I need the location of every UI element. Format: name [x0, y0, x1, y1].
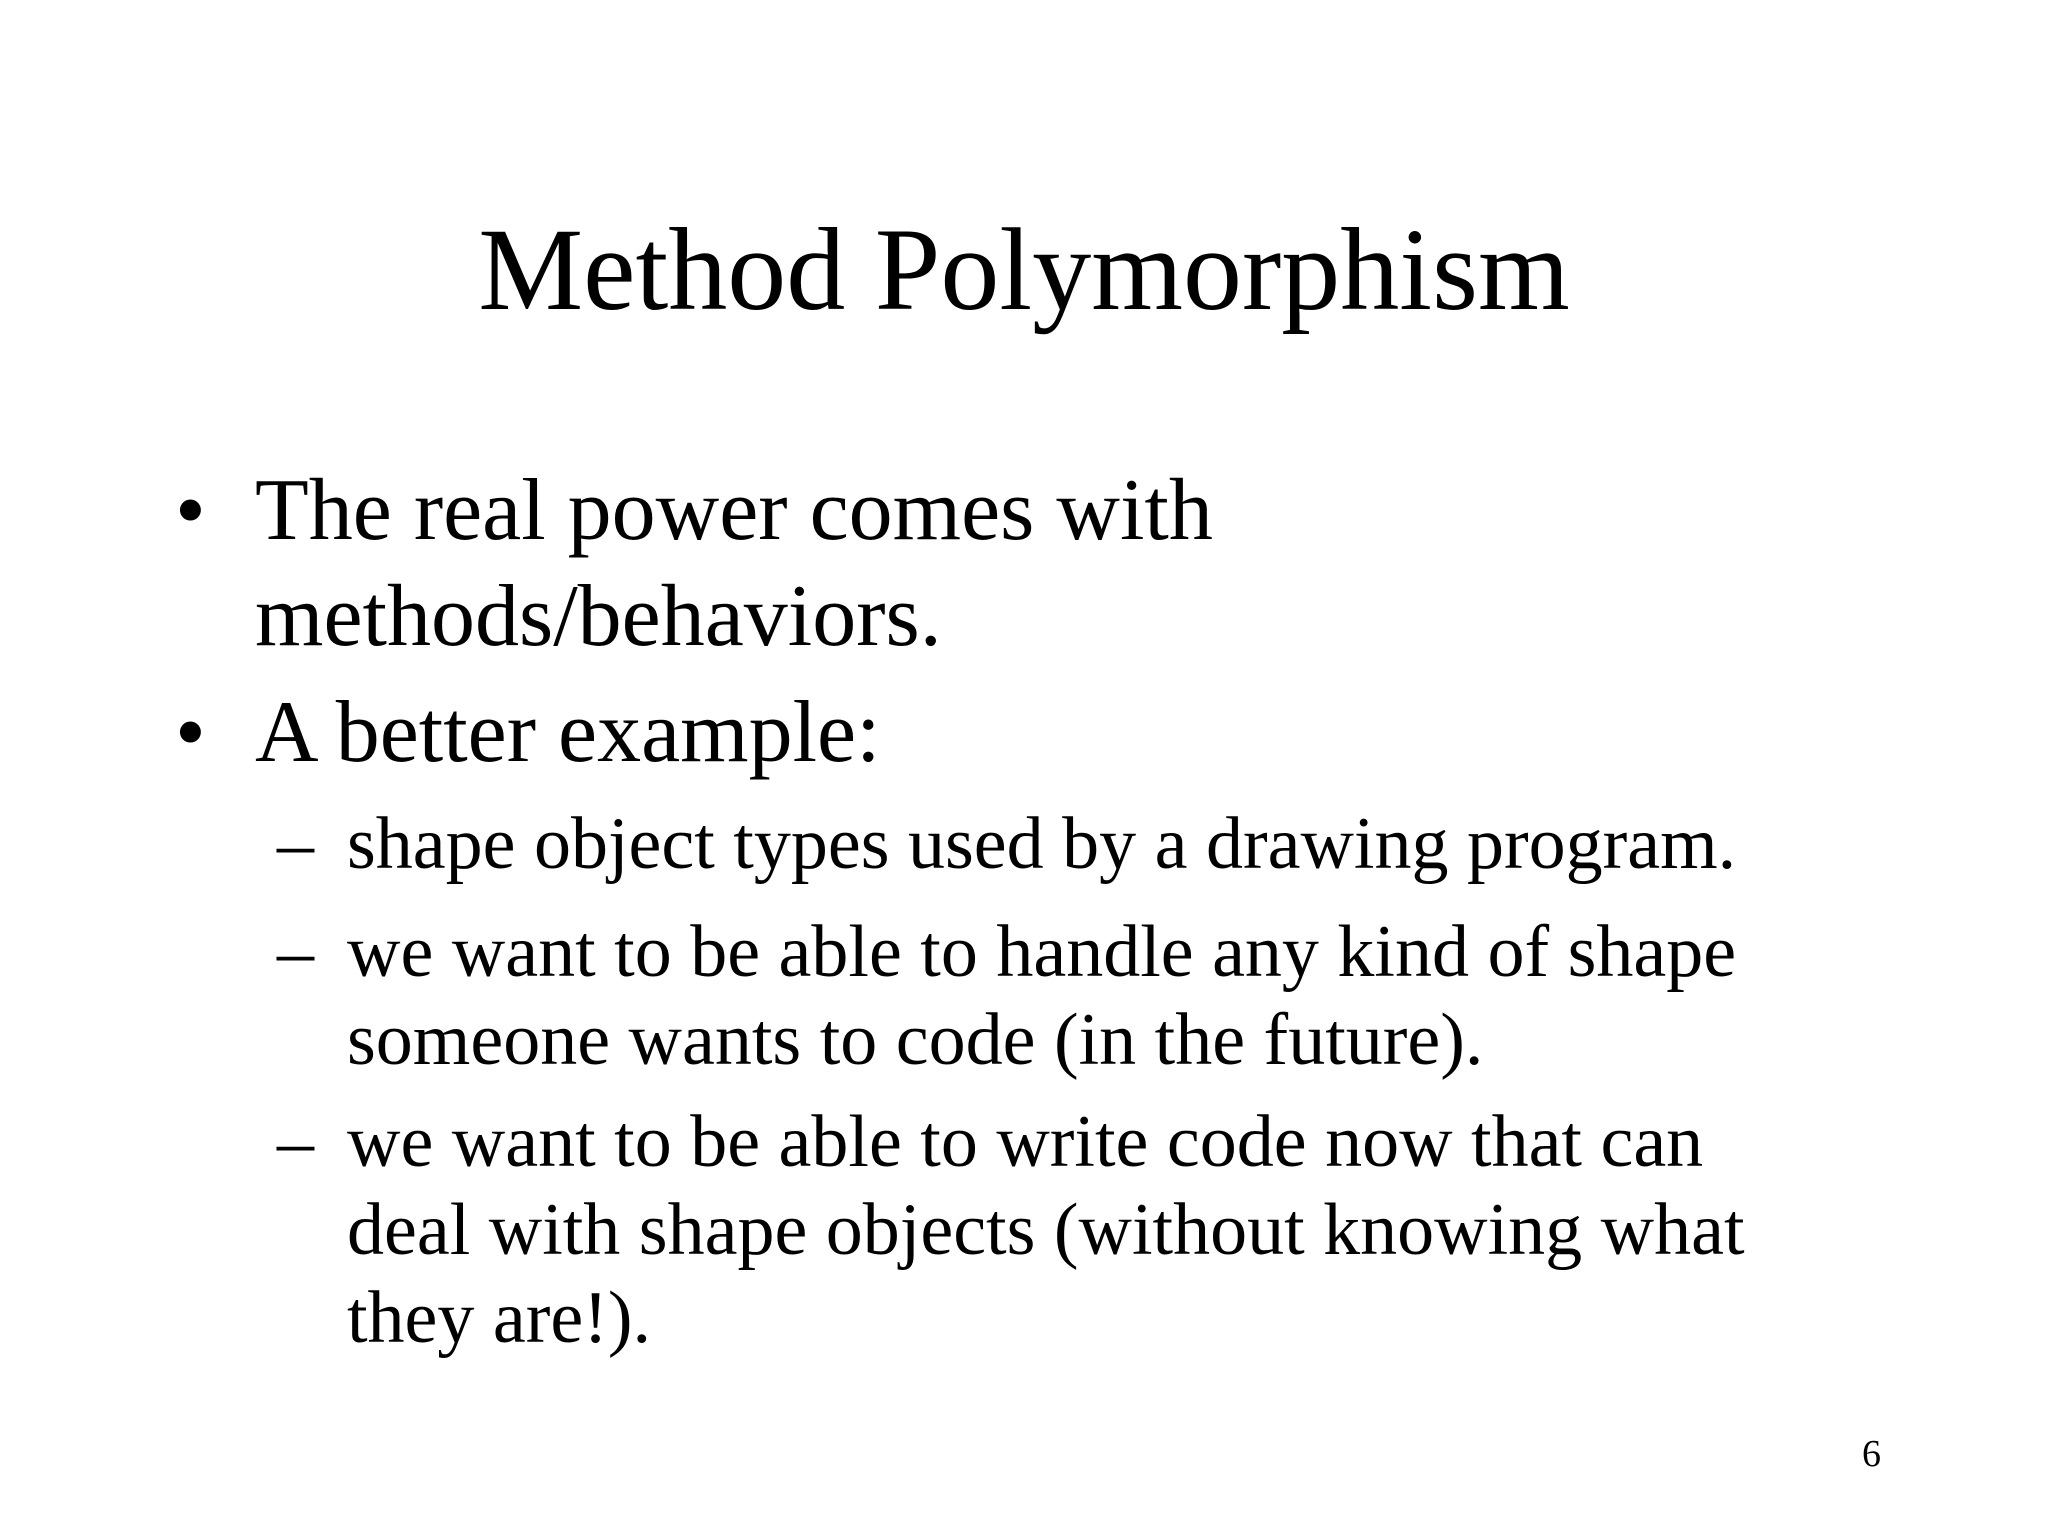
slide-title: Method Polymorphism — [478, 204, 1570, 335]
sub-bullet-line: shape object types used by a drawing program. — [347, 803, 1737, 885]
sub-bullet-text — [347, 800, 1897, 888]
sub-bullet-text — [347, 1098, 1897, 1362]
sub-bullet-line: someone wants to code (in the future). — [347, 999, 1484, 1081]
page-number: 6 — [1862, 1433, 1881, 1475]
sub-bullet-line: we want to be able to handle any kind of shape — [347, 911, 1737, 993]
sub-bullet-text — [347, 908, 1897, 1084]
bullet-marker: • — [175, 462, 206, 559]
sub-bullet-line: deal with shape objects (without knowing what — [347, 1189, 1745, 1271]
sub-bullet-marker: – — [277, 911, 314, 993]
sub-bullet-line: they are!). — [347, 1277, 652, 1359]
sub-bullet-line: we want to be able to write code now that can — [347, 1101, 1704, 1183]
bullet-marker: • — [175, 684, 206, 781]
bullet-line: methods/behaviors. — [255, 568, 942, 665]
sub-bullet-marker: – — [277, 803, 314, 885]
bullet-text — [255, 458, 1855, 670]
bullet-line: A better example: — [255, 684, 881, 781]
bullet-text — [255, 680, 1855, 786]
sub-bullet-marker: – — [277, 1101, 314, 1183]
bullet-line: The real power comes with — [255, 462, 1213, 559]
